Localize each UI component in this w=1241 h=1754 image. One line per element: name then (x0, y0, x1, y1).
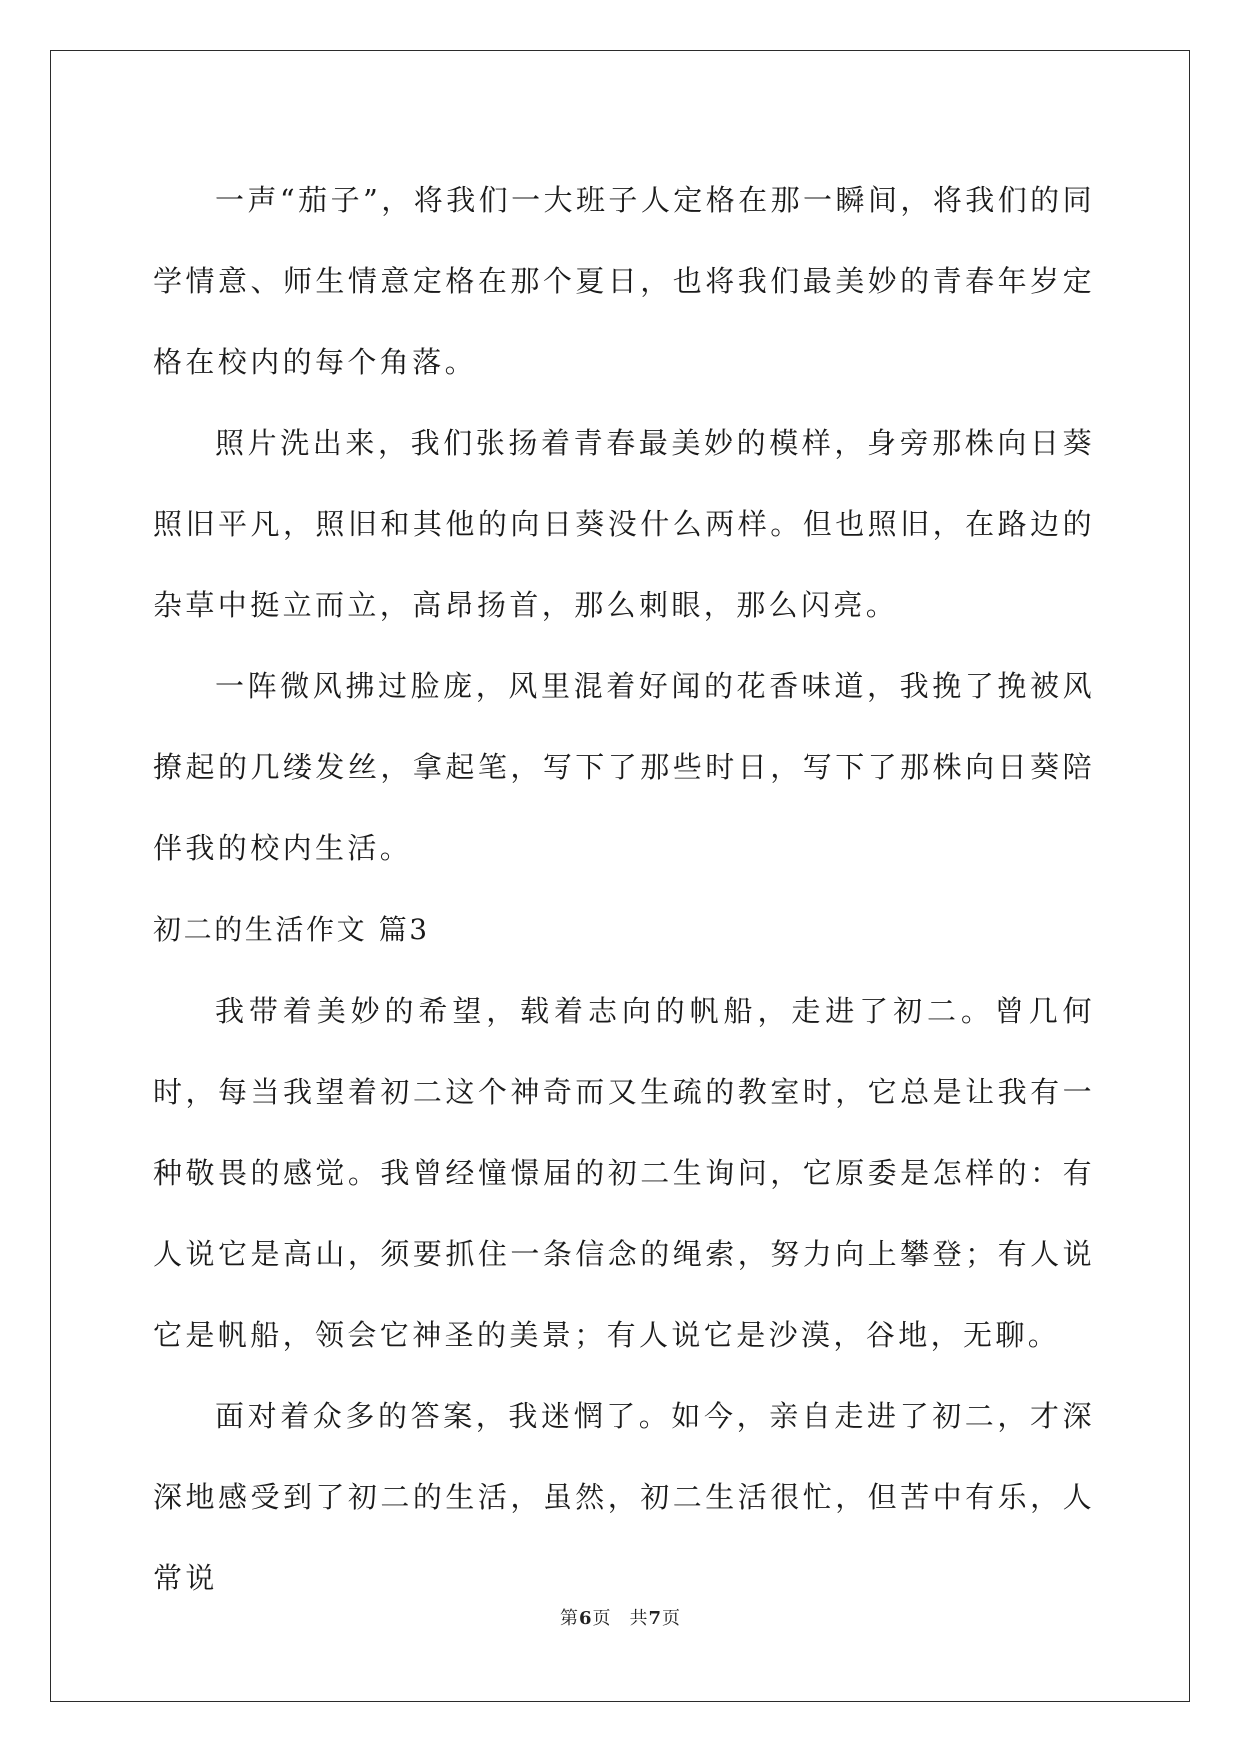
current-page-number: 6 (578, 1608, 593, 1629)
paragraph: 我带着美妙的希望，载着志向的帆船，走进了初二。曾几何时，每当我望着初二这个神奇而又生疏的教室时，它总是让我有一种敬畏的感觉。我曾经憧憬届的初二生询问，它原委是怎样的：有人说它是高山，须要抓住一条信念的绳索，努力向上攀登；有人说它是帆船，领会它神圣的美景；有人说它是沙漠，谷地，无聊。 (153, 994, 1095, 1352)
total-prefix: 共 (629, 1608, 649, 1629)
page-prefix: 第 (559, 1608, 579, 1629)
total-suffix: 页 (662, 1608, 682, 1629)
document-body (153, 160, 1095, 1619)
paragraph: 一阵微风拂过脸庞，风里混着好闻的花香味道，我挽了挽被风撩起的几缕发丝，拿起笔，写下了那些时日，写下了那株向日葵陪伴我的校内生活。 (153, 669, 1095, 865)
total-page-number: 7 (648, 1608, 663, 1629)
paragraph: 照片洗出来，我们张扬着青春最美妙的模样，身旁那株向日葵照旧平凡，照旧和其他的向日葵没什么两样。但也照旧，在路边的杂草中挺立而立，高昂扬首，那么刺眼，那么闪亮。 (153, 426, 1095, 622)
page-footer (0, 1604, 1241, 1630)
paragraph: 面对着众多的答案，我迷惘了。如今，亲自走进了初二，才深深地感受到了初二的生活，虽然，初二生活很忙，但苦中有乐，人常说 (153, 1399, 1095, 1595)
paragraph: 一声“茄子”，将我们一大班子人定格在那一瞬间，将我们的同学情意、师生情意定格在那个夏日，也将我们最美妙的青春年岁定格在校内的每个角落。 (153, 183, 1095, 379)
section-heading: 初二的生活作文 篇3 (153, 913, 430, 946)
page-suffix: 页 (592, 1608, 612, 1629)
